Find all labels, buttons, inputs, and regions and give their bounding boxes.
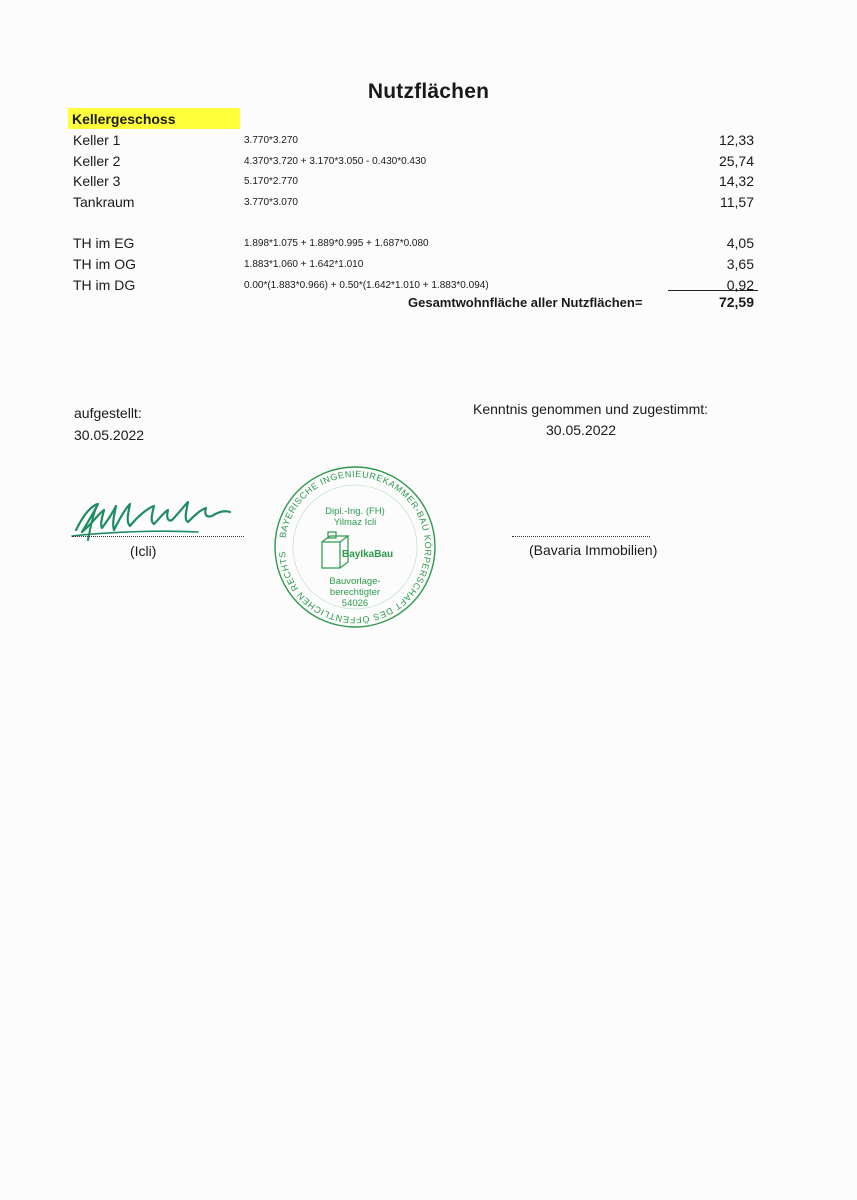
table-row xyxy=(0,254,857,274)
table-row xyxy=(0,130,857,150)
stamp-line-name: Yilmaz Icli xyxy=(333,517,377,528)
area-value: 3,65 xyxy=(726,256,754,272)
stamp-line-title-1: Bauvorlage- xyxy=(329,576,381,587)
room-name: Keller 1 xyxy=(73,132,121,148)
area-value: 14,32 xyxy=(718,173,754,189)
table-row xyxy=(0,275,857,295)
table-row xyxy=(0,233,857,253)
room-name: TH im EG xyxy=(73,235,135,251)
prepared-date: 30.05.2022 xyxy=(74,427,145,443)
table-row xyxy=(0,151,857,171)
total-label: Gesamtwohnfläche aller Nutzflächen= xyxy=(408,295,643,310)
area-formula: 3.770*3.270 xyxy=(244,135,298,146)
room-name: Tankraum xyxy=(73,194,135,210)
table-row xyxy=(0,171,857,191)
total-value: 72,59 xyxy=(718,294,754,310)
approval-label: Kenntnis genommen und zugestimmt: xyxy=(473,401,709,417)
area-value: 11,57 xyxy=(720,194,754,210)
total-divider xyxy=(668,290,758,291)
stamp-line-title-2: berechtigter xyxy=(329,587,381,598)
area-value: 25,74 xyxy=(718,153,754,169)
signer-name-right: (Bavaria Immobilien) xyxy=(529,542,658,558)
room-name: Keller 2 xyxy=(73,153,121,169)
room-name: TH im DG xyxy=(73,277,136,293)
stamp-brand: BayIkaBau xyxy=(342,549,394,560)
stamp-line-number: 54026 xyxy=(341,598,369,609)
signature-line-left xyxy=(72,536,244,537)
official-stamp xyxy=(270,462,440,632)
page-title: Nutzflächen xyxy=(367,80,490,103)
room-name: Keller 3 xyxy=(73,173,121,189)
signature-line-right xyxy=(512,536,650,537)
room-name: TH im OG xyxy=(73,256,136,272)
area-formula: 4.370*3.720 + 3.170*3.050 - 0.430*0.430 xyxy=(244,156,427,167)
area-formula: 1.898*1.075 + 1.889*0.995 + 1.687*0.080 xyxy=(244,238,429,249)
area-formula: 3.770*3.070 xyxy=(244,197,298,208)
area-value: 0,92 xyxy=(726,277,754,293)
handwritten-signature-icon xyxy=(68,488,248,548)
signer-name-left: (Icli) xyxy=(130,543,157,559)
section-label-highlighted: Kellergeschoss xyxy=(68,108,240,129)
area-formula: 5.170*2.770 xyxy=(244,176,298,187)
stamp-line-degree: Dipl.-Ing. (FH) xyxy=(325,506,385,517)
table-row xyxy=(0,192,857,212)
prepared-label: aufgestellt: xyxy=(74,405,142,421)
area-formula: 1.883*1.060 + 1.642*1.010 xyxy=(244,259,364,270)
stamp-ring-text: BAYERISCHE INGENIEUREKAMMER-BAU KÖRPERSCHAFT DES ÖFFENTLICHEN RECHTS xyxy=(277,468,434,626)
area-value: 12,33 xyxy=(718,132,754,148)
area-formula: 0.00*(1.883*0.966) + 0.50*(1.642*1.010 + 1.883*0.094) xyxy=(244,280,489,291)
area-value: 4,05 xyxy=(726,235,754,251)
approval-date: 30.05.2022 xyxy=(546,422,617,438)
